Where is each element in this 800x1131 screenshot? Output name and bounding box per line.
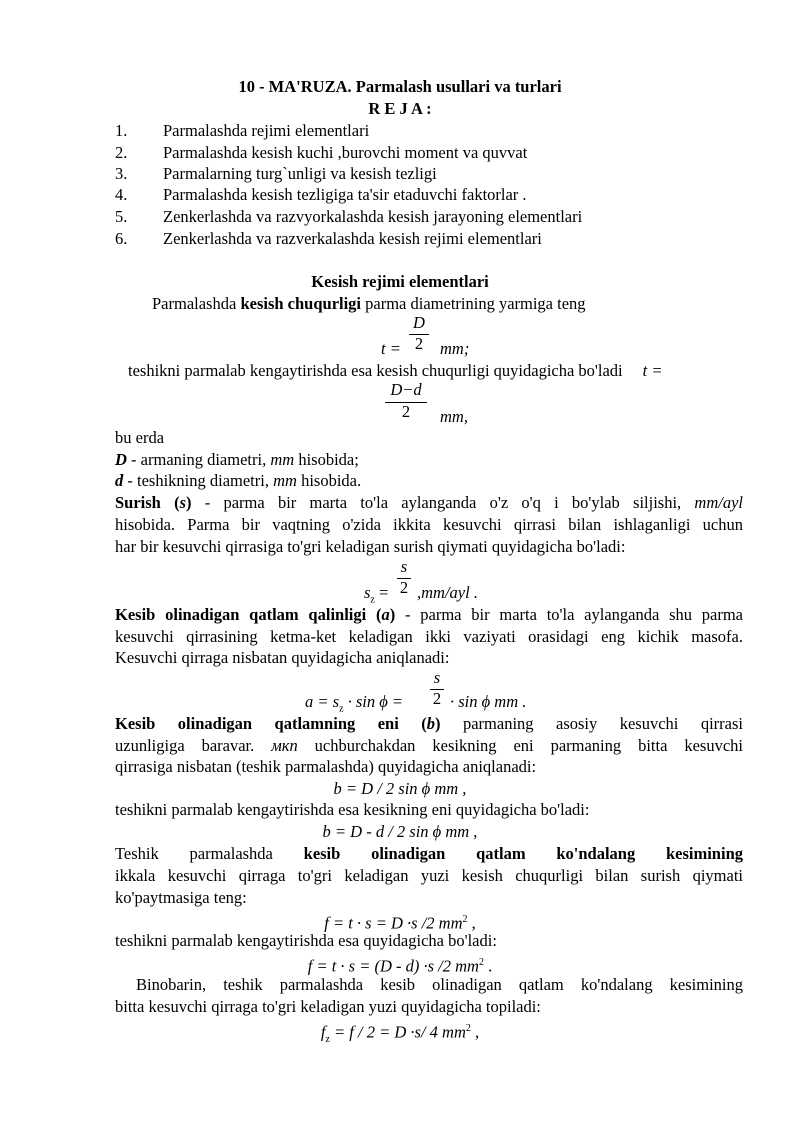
definition-D: D - armaning diametri, mm hisobida; bbox=[115, 450, 359, 469]
paragraph-depth: Parmalashda kesish chuqurligi parma diametrining yarmiga teng bbox=[152, 294, 586, 313]
formula-area: f = t · s = D ·s /2 $mm^2$ , bbox=[324, 913, 476, 933]
plan-heading: R E J A : bbox=[368, 99, 432, 118]
where-label: bu erda bbox=[115, 428, 165, 447]
paragraph-widen-depth: teshikni parmalab kengaytirishda esa kesish chuqurligi quyidagicha bo'ladi t = bbox=[128, 361, 663, 380]
paragraph-widen-width: teshikni parmalab kengaytirishda esa kesikning eni quyidagicha bo'ladi: bbox=[115, 800, 590, 819]
document-page: 10 - MA'RUZA. Parmalash usullari va turlari R E J A : 1. Parmalashda rejimi elementlari 2. Parmalashda kesish kuchi ,burovchi moment va quvvat 3. Parmalarning turg`unligi va kesish tezligi 4. Parmalashda kesish tezligiga ta'sir etaduvchi faktorlar . 5. Zenkerlashda va razvyorkalashda kesish jarayoning elementlari 6. Zenkerlashda va razverkalashda kesish rejimi elementlari Kesish rejimi elementlari Parmalashda kesish chuqurligi parma diametrining yarmiga teng D 2 t = mm; teshikni parmalab kengaytirishda esa kesish chuqurligi quyidagicha bo'ladi t = D−d 2 mm, bu erda D - armaning diametri, mm hisobida; d - teshikning diametri, mm hisobida. Surish (s) - parma bir marta to'la aylanganda o'z o'q i bo'ylab siljishi, mm/ayl hisobida. Parma bir vaqtning o'zida ikkita kesuvchi qirrasi bilan ishlaganligi uchun har bir kesuvchi qirrasiga to'gri keladigan surish qiymati quyidagicha bo'ladi: s 2 $s_z$ = ,mm/ayl . Kesib olinadigan qatlam qalinligi (a) - parma bir marta to'la aylanganda shu parma kesuvchi qirrasining ketma-ket keladigan ikki vaziyati orasidagi eng kichik masofa. Kesuvchi qirraga nisbatan quyidagicha aniqlanadi: $a = s_z \cdot \sin \phi$ = s 2 · sin ϕ mm . Kesib olinadigan qatlamning eni (b) parmaning asosiy kesuvchi qirrasi uzunligiga baravar. мкп uchburchakdan kesikning eni parmaning bitta kesuvchi qirrasiga nisbatan (teshik parmalashda) quyidagicha aniqlanadi: b = D / 2 sin ϕ mm , teshikni parmalab kengaytirishda esa kesikning eni quyidagicha bo'ladi: b = D - d / 2 sin ϕ mm , Teshik parmalashda kesib olinadigan qatlam ko'ndalang kesimining ikkala kesuvchi qirraga to'gri keladigan yuzi kesish chuqurligi bilan surish qiymati ko'paytmasiga teng: f = t · s = D ·s /2 $mm^2$ , teshikni parmalab kengaytirishda esa quyidagicha bo'ladi: f = t · s = (D - d) ·s /2 $mm^2$ . Binobarin, teshik parmalashda kesib olinadigan qatlam ko'ndalang kesimining bitta kesuvchi qirraga to'gri keladigan yuzi quyidagicha topiladi: $f_z = f / 2 = D \cdot s/$ 4 $mm^2$ , bbox=[0, 0, 800, 1131]
definition-d: d - teshikning diametri, mm hisobida. bbox=[115, 471, 362, 490]
formula-width: b = D / 2 sin ϕ mm , bbox=[333, 779, 467, 798]
formula-widen-area: f = t · s = (D - d) ·s /2 $mm^2$ . bbox=[307, 956, 493, 976]
paragraph-widen-area: teshikni parmalab kengaytirishda esa quyidagicha bo'ladi: bbox=[115, 931, 497, 950]
formula-area-per-edge: $f_z = f / 2 = D \cdot s/$ 4 $mm^2$ , bbox=[320, 1022, 480, 1045]
lecture-title: 10 - MA'RUZA. Parmalash usullari va turlari bbox=[238, 77, 562, 96]
formula-widen-width: b = D - d / 2 sin ϕ mm , bbox=[322, 822, 478, 841]
section-heading: Kesish rejimi elementlari bbox=[311, 272, 489, 291]
